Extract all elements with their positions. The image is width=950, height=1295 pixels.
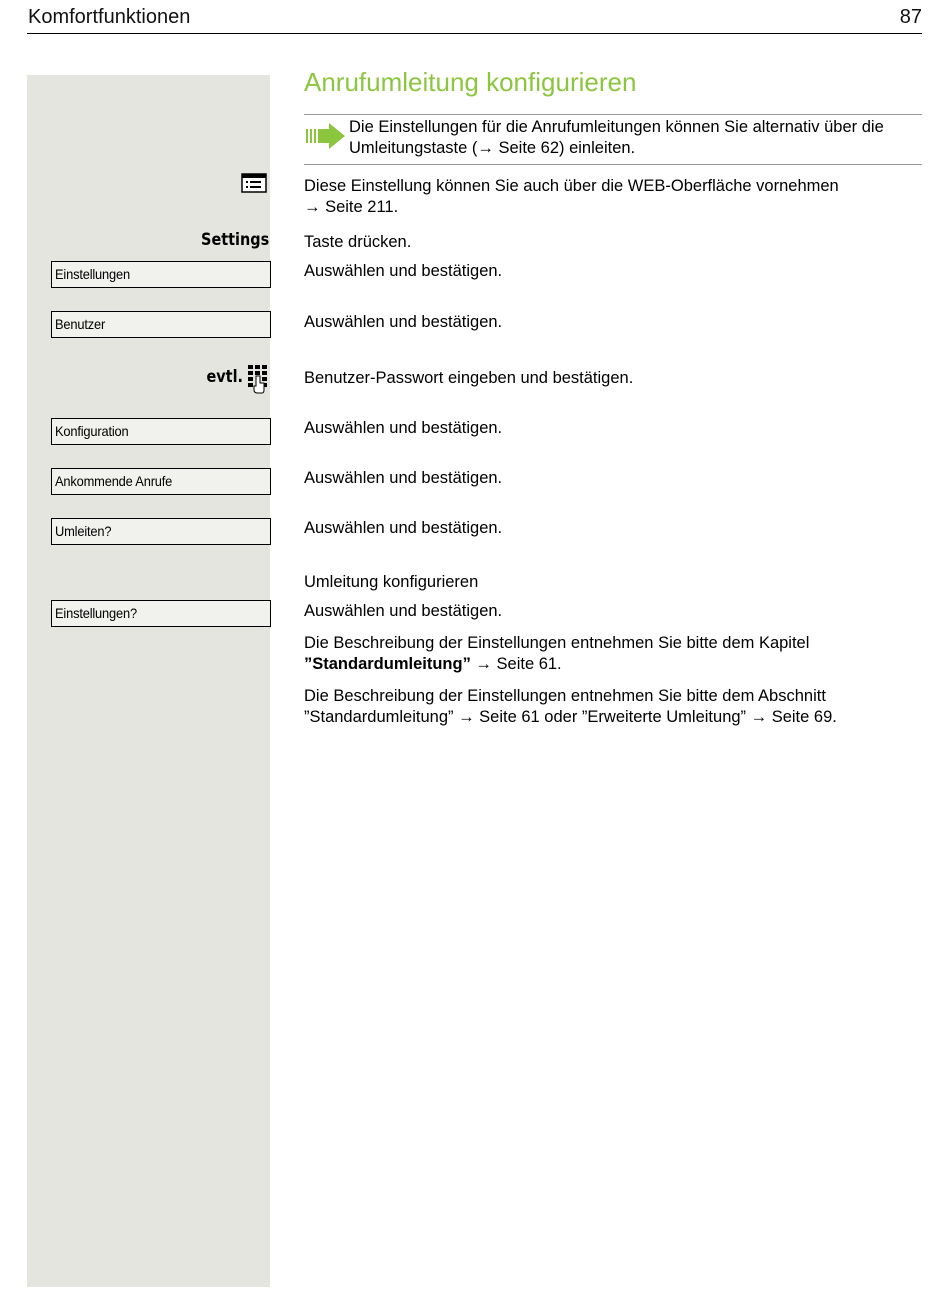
menu-item-ankommende-anrufe[interactable] xyxy=(51,468,271,495)
step-text-benutzer: Auswählen und bestätigen. xyxy=(304,313,503,331)
web-hint-line2: → Seite 211. xyxy=(304,198,399,216)
subheading-umleitung-konfigurieren: Umleitung konfigurieren xyxy=(304,573,479,591)
menu-item-label: Einstellungen xyxy=(55,266,130,282)
settings-key-text: Taste drücken. xyxy=(304,233,412,251)
sidebar-panel xyxy=(27,75,270,1287)
description-suffix: → Seite 61. xyxy=(470,655,562,673)
page-number: 87 xyxy=(899,6,922,28)
arrow-note-icon xyxy=(304,122,346,150)
menu-item-umleiten[interactable] xyxy=(51,518,271,545)
menu-item-label: Umleiten? xyxy=(55,523,112,539)
step-text-password: Benutzer-Passwort eingeben und bestätigen. xyxy=(304,369,634,387)
step-text-umleiten: Auswählen und bestätigen. xyxy=(304,519,503,537)
step-text-ankommende: Auswählen und bestätigen. xyxy=(304,469,503,487)
menu-item-label: Benutzer xyxy=(55,316,106,332)
description-erweiterte: Die Beschreibung der Einstellungen entnehmen Sie bitte dem Abschnitt ”Standardumleitung” → Seite 61 oder ”Erweiterte Umleitung” → Seite 69. xyxy=(304,687,837,726)
note-divider-top xyxy=(304,114,922,115)
web-hint-line1: Diese Einstellung können Sie auch über die WEB-Oberfläche vornehmen xyxy=(304,177,839,195)
menu-item-konfiguration[interactable] xyxy=(51,418,271,445)
settings-menu-icon xyxy=(241,173,267,193)
menu-item-label: Konfiguration xyxy=(55,423,129,439)
note-text: Die Einstellungen für die Anrufumleitungen können Sie alternativ über die Umleitungstaste (→ Seite 62) einleiten. xyxy=(349,118,884,157)
settings-key-label[interactable]: Settings xyxy=(200,230,269,250)
header-divider xyxy=(27,33,922,34)
step-text-konfiguration: Auswählen und bestätigen. xyxy=(304,419,503,437)
menu-item-label: Einstellungen? xyxy=(55,605,137,621)
menu-item-benutzer[interactable] xyxy=(51,311,271,338)
menu-item-einstellungen[interactable] xyxy=(51,261,271,288)
menu-item-einstellungen-q[interactable] xyxy=(51,600,271,627)
note-divider-bottom xyxy=(304,164,922,165)
menu-item-label: Ankommende Anrufe xyxy=(55,473,173,489)
description-chapter-link: ”Standardumleitung” xyxy=(304,655,471,673)
header-title: Komfortfunktionen xyxy=(28,6,191,28)
keypad-icon[interactable] xyxy=(247,364,269,394)
section-title: Anrufumleitung konfigurieren xyxy=(304,67,637,97)
step-text-einstellungen: Auswählen und bestätigen. xyxy=(304,262,503,280)
description-prefix: Die Beschreibung der Einstellungen entnehmen Sie bitte dem Kapitel xyxy=(304,634,810,652)
step-text-einstellungen-q: Auswählen und bestätigen. xyxy=(304,602,503,620)
optional-label: evtl. xyxy=(206,367,243,387)
description-standardumleitung xyxy=(304,633,922,675)
